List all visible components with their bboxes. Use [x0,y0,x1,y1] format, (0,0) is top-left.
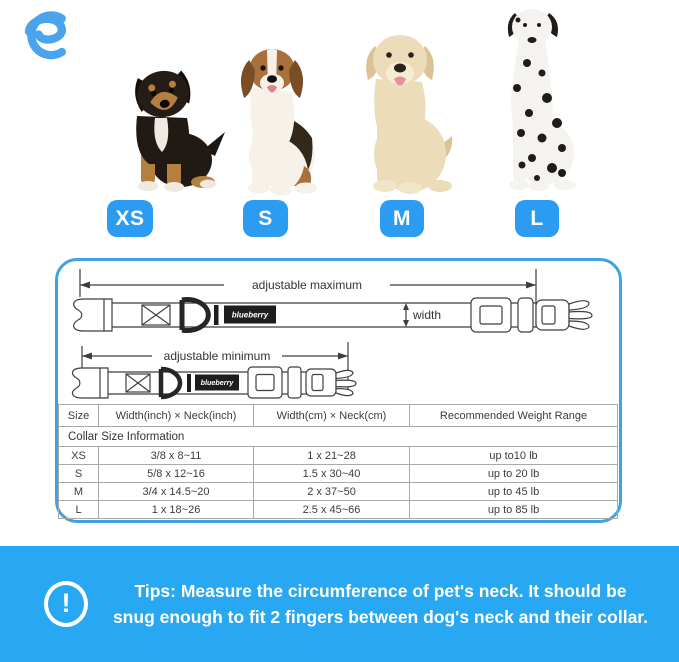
cell-width-inch: 1 x 18~26 [99,501,254,519]
cell-weight: up to 20 lb [410,465,618,483]
cell-width-inch: 3/4 x 14.5~20 [99,483,254,501]
size-info-panel [55,258,622,523]
size-badge-xs: XS [107,200,153,237]
dog-photo-xs-puppy [110,60,232,196]
table-header-row [59,405,618,427]
cell-size: L [59,501,99,519]
cell-width-inch: 3/8 x 8~11 [99,447,254,465]
alert-circle-icon: ! [44,581,88,627]
collar-diagram-maximum [66,269,606,343]
tips-text: Tips: Measure the circumference of pet's neck. It should be snug enough to fit 2 fingers between dog's neck and their collar. [112,580,649,627]
table-row-m [59,483,618,501]
collar-brand-tag: blueberry [231,310,269,320]
size-badge-m: M [380,200,424,237]
cell-width-cm: 2 x 37~50 [254,483,410,501]
table-row-xs [59,447,618,465]
header-width-cm: Width(cm) × Neck(cm) [254,405,410,427]
size-badge-l: L [515,200,559,237]
table-row-l [59,501,618,519]
header-weight-range: Recommended Weight Range [410,405,618,427]
brand-swirl-e-logo-icon [18,4,68,66]
table-row-s [59,465,618,483]
cell-width-inch: 5/8 x 12~16 [99,465,254,483]
adjustable-maximum-label: adjustable maximum [251,278,363,292]
cell-size: M [59,483,99,501]
dog-photo-l-dalmatian [487,3,582,198]
cell-weight: up to10 lb [410,447,618,465]
tips-bar [0,546,679,662]
cell-size: XS [59,447,99,465]
adjustable-minimum-label: adjustable minimum [163,349,271,363]
dog-photo-m-golden-retriever [350,24,460,199]
header-size: Size [59,405,99,427]
header-width-inch: Width(inch) × Neck(inch) [99,405,254,427]
dog-photo-s-beagle [224,38,324,196]
collar-brand-tag: blueberry [200,378,234,387]
cell-weight: up to 45 lb [410,483,618,501]
table-title: Collar Size Information [59,427,618,447]
collar-diagram-minimum [66,342,396,404]
cell-width-cm: 1.5 x 30~40 [254,465,410,483]
cell-width-cm: 1 x 21~28 [254,447,410,465]
width-label: width [413,308,442,322]
table-title-row [59,427,618,447]
cell-weight: up to 85 lb [410,501,618,519]
cell-size: S [59,465,99,483]
collar-size-table [58,404,618,519]
size-badge-s: S [243,200,288,237]
cell-width-cm: 2.5 x 45~66 [254,501,410,519]
